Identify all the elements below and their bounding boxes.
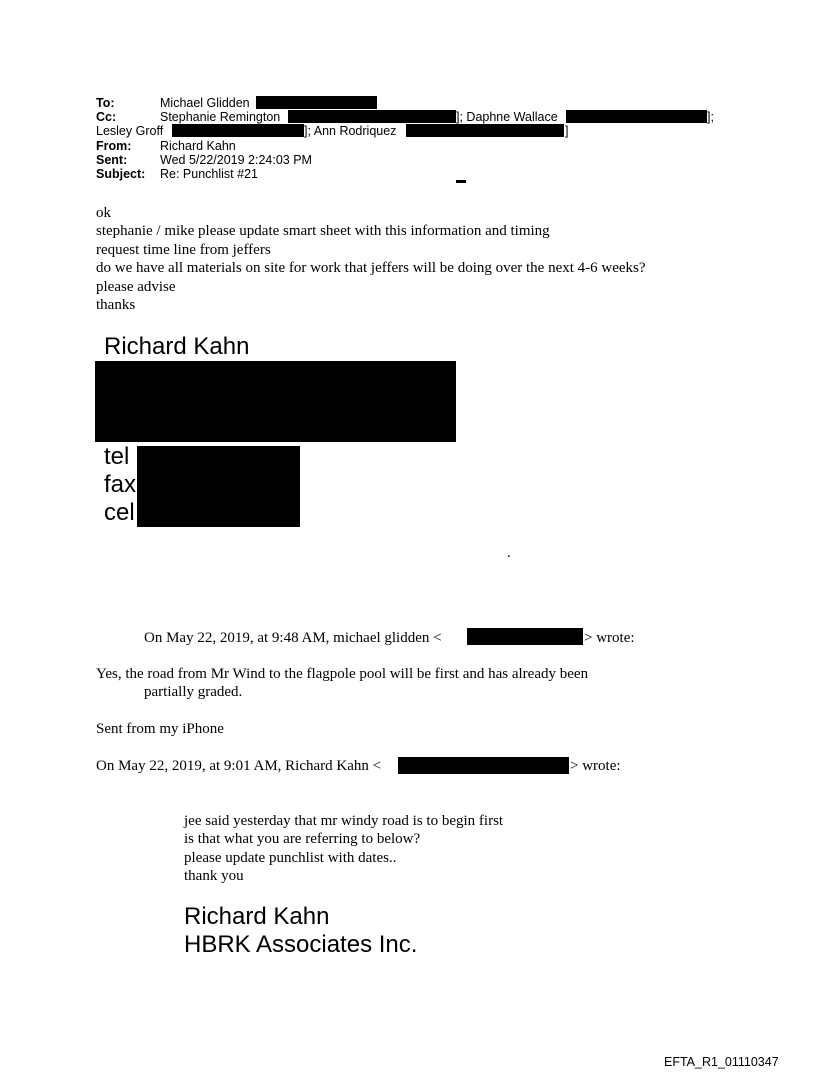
message-line: ok: [96, 205, 111, 221]
to-value: Michael Glidden: [160, 96, 250, 110]
tel-label: tel: [104, 443, 130, 470]
quote-header-prefix: On May 22, 2019, at 9:01 AM, Richard Kahn <: [96, 758, 382, 774]
signature-name: Richard Kahn: [104, 333, 250, 360]
redaction-block: [137, 446, 300, 527]
quote-line: thank you: [184, 868, 244, 884]
subject-row: [96, 167, 258, 181]
quote-line: jee said yesterday that mr windy road is to begin first: [184, 813, 504, 829]
redaction-block: [95, 361, 456, 442]
quote-body-line: partially graded.: [144, 684, 243, 700]
quote-header-suffix: > wrote:: [584, 630, 635, 646]
fax-label: fax: [104, 471, 137, 498]
cc-line2-a: Lesley Groff: [96, 124, 164, 138]
cc-line2-c: ]: [565, 124, 569, 138]
quote-header-suffix: > wrote:: [570, 758, 621, 774]
from-label: From:: [96, 139, 132, 153]
cc-row: [96, 110, 281, 124]
message-line: please advise: [96, 279, 176, 295]
quote-header-prefix: On May 22, 2019, at 9:48 AM, michael glidden <: [144, 630, 442, 646]
sent-value: Wed 5/22/2019 2:24:03 PM: [160, 153, 312, 167]
quote-signature-company: HBRK Associates Inc.: [184, 931, 418, 958]
redaction-block: [467, 628, 583, 645]
message-line: request time line from jeffers: [96, 242, 271, 258]
quote-line: please update punchlist with dates..: [184, 850, 397, 866]
to-label: To:: [96, 96, 115, 110]
to-row: [96, 96, 250, 110]
sent-label: Sent:: [96, 153, 128, 167]
redaction-mark: [456, 180, 466, 183]
subject-label: Subject:: [96, 167, 146, 181]
cc-label: Cc:: [96, 110, 117, 124]
stray-dot: .: [507, 545, 511, 561]
sent-row: [96, 153, 312, 167]
redaction-block: [288, 110, 456, 123]
message-line: thanks: [96, 297, 136, 313]
from-value: Richard Kahn: [160, 139, 236, 153]
cc-line2-b: ]; Ann Rodriquez: [304, 124, 397, 138]
subject-value: Re: Punchlist #21: [160, 167, 258, 181]
cc-separator: ];: [707, 110, 714, 124]
cel-label: cel: [104, 499, 135, 526]
redaction-block: [172, 124, 304, 137]
document-id: EFTA_R1_01110347: [664, 1055, 779, 1069]
cc-value: Stephanie Remington: [160, 110, 281, 124]
redaction-block: [406, 124, 564, 137]
message-line: stephanie / mike please update smart sheet with this information and timing: [96, 223, 550, 239]
sent-from-line: Sent from my iPhone: [96, 721, 224, 737]
cc-separator: ]; Daphne Wallace: [456, 110, 558, 124]
quote-body-line: Yes, the road from Mr Wind to the flagpole pool will be first and has already been: [96, 666, 589, 682]
redaction-block: [566, 110, 707, 123]
quote-line: is that what you are referring to below?: [184, 831, 421, 847]
quote-signature-name: Richard Kahn: [184, 903, 330, 930]
from-row: [96, 139, 236, 153]
message-line: do we have all materials on site for work that jeffers will be doing over the next 4-6 weeks?: [96, 260, 646, 276]
redaction-block: [256, 96, 377, 109]
redaction-block: [398, 757, 569, 774]
